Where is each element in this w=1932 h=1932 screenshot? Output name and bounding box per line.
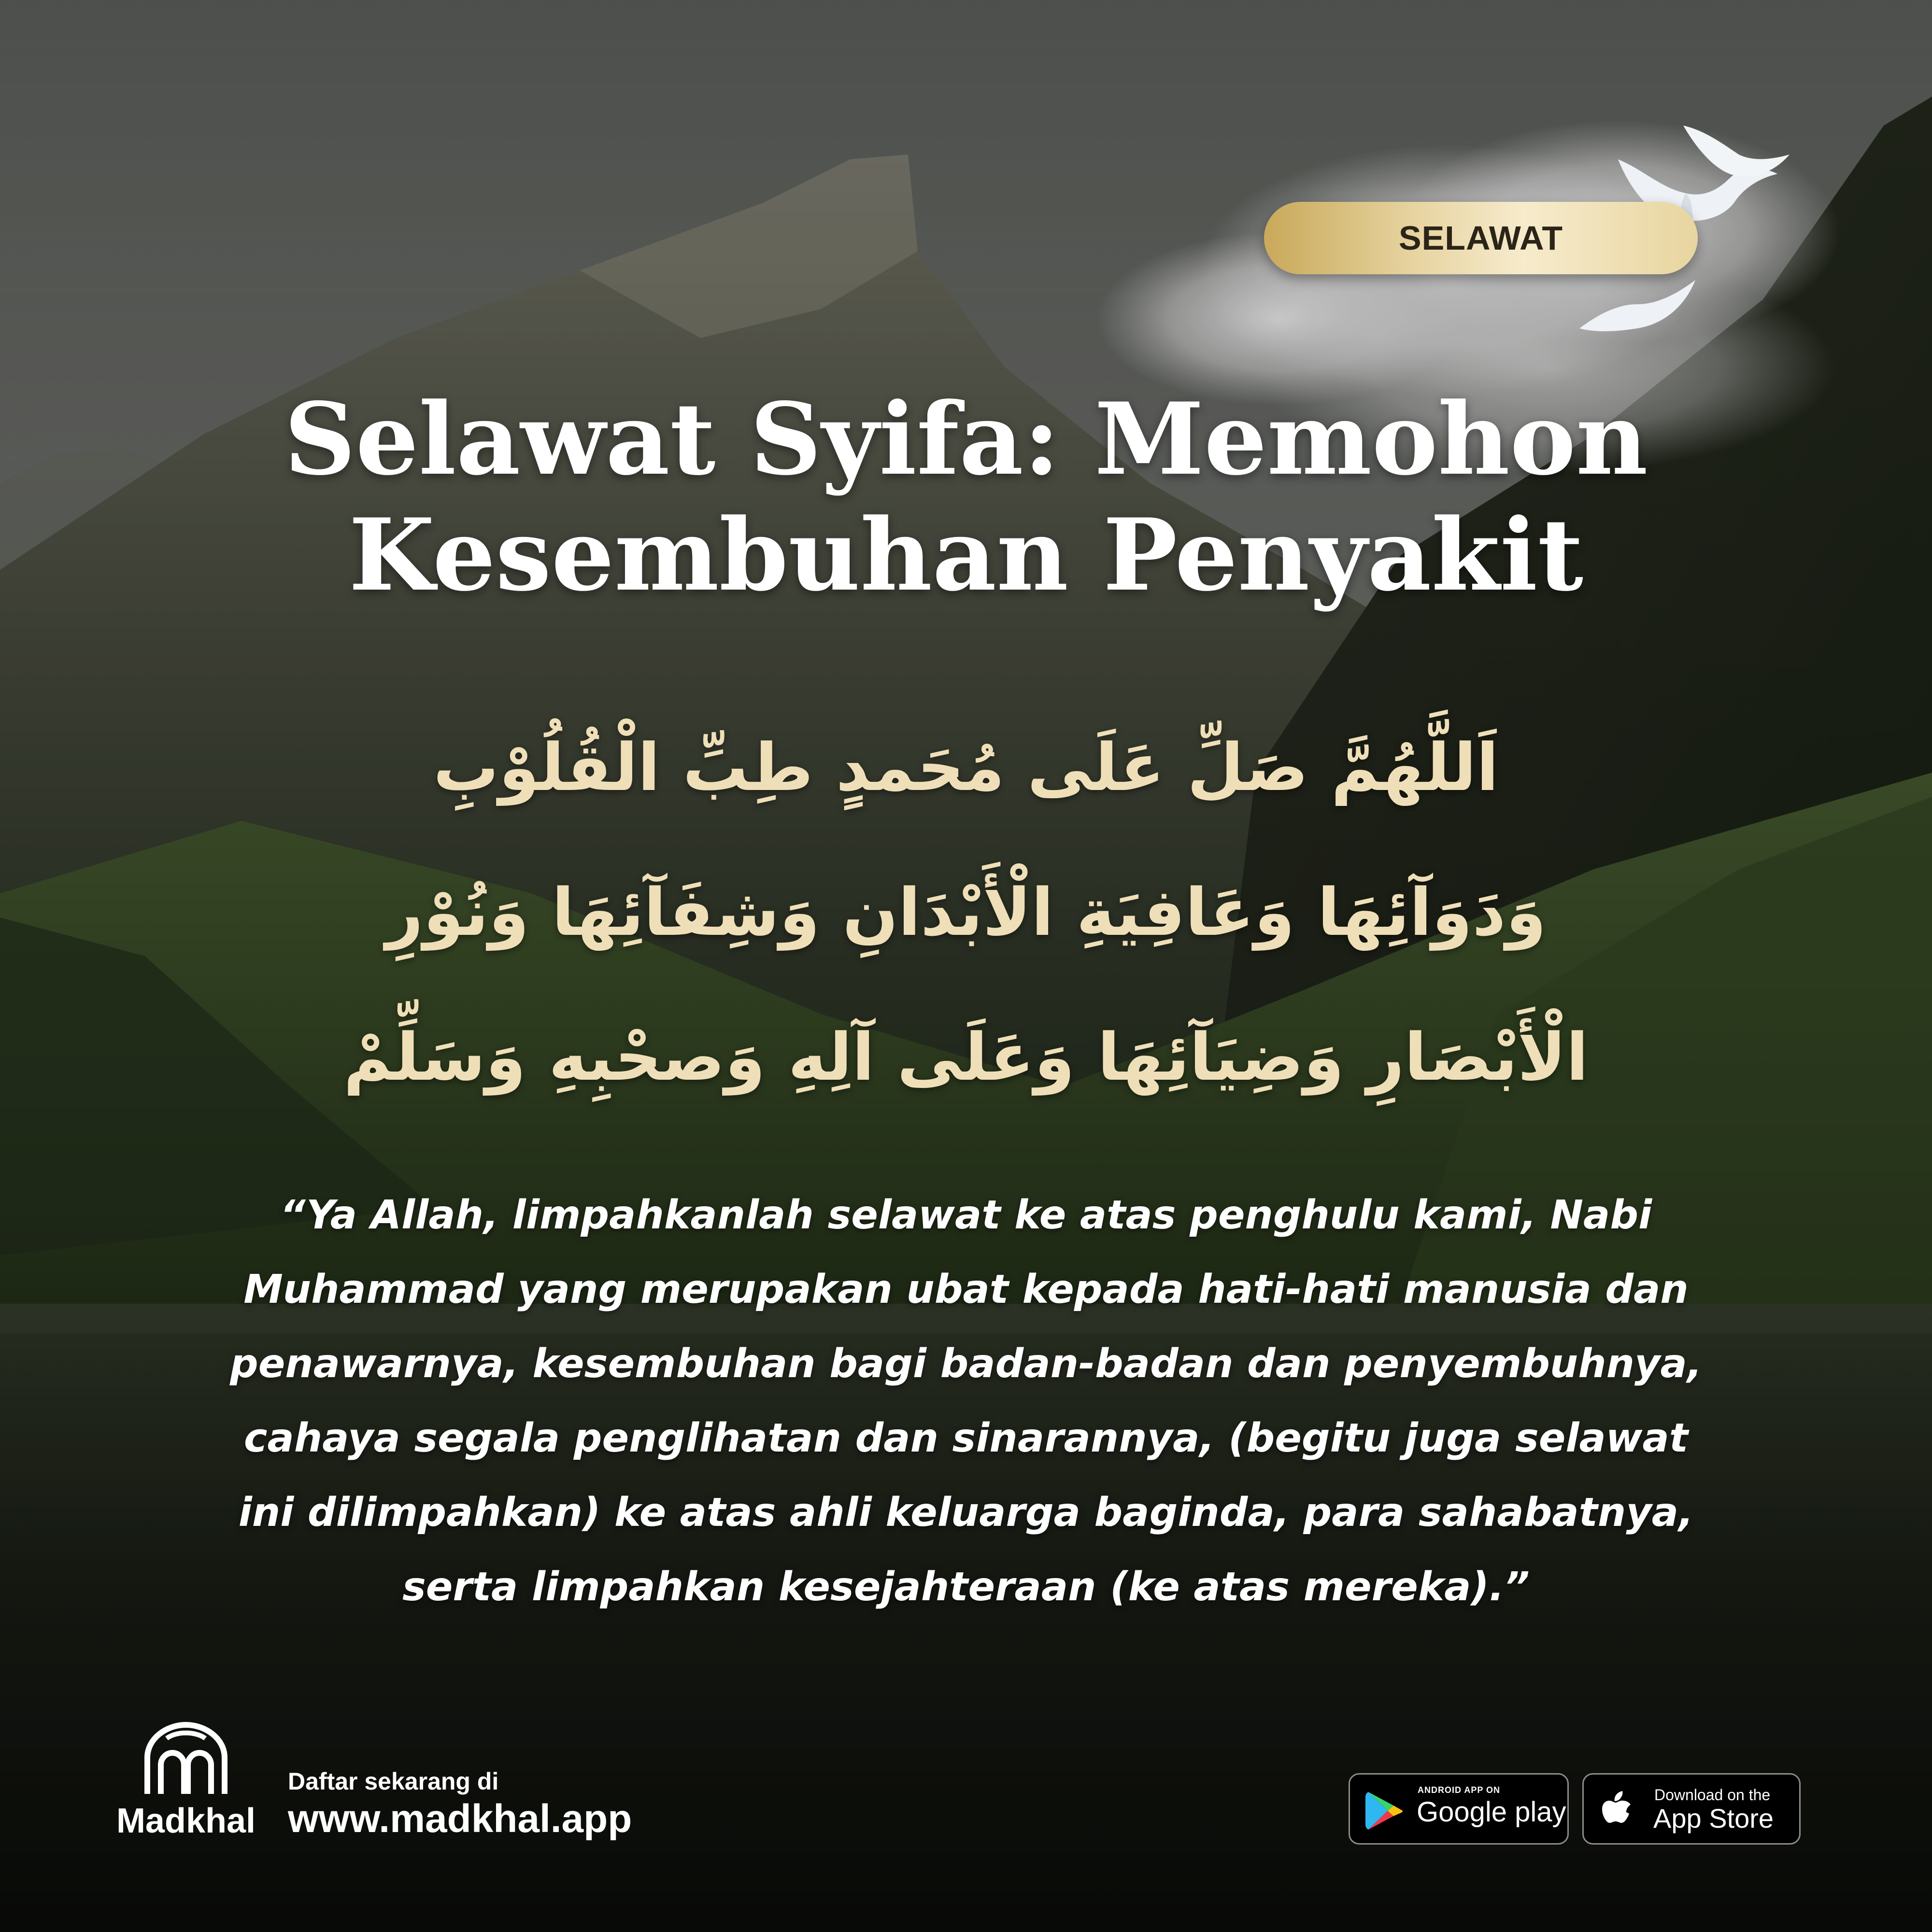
google-play-icon <box>1363 1789 1406 1833</box>
dove-icon <box>1575 275 1700 338</box>
translation-line: serta limpahkan kesejahteraan (ke atas mereka).” <box>402 1564 1530 1610</box>
dove-icon <box>1681 116 1792 198</box>
translation-line: ini dilimpahkan) ke atas ahli keluarga baginda, para sahabatnya, <box>238 1490 1694 1536</box>
translation-line: cahaya segala penglihatan dan sinarannya, (begitu juga selawat <box>243 1415 1689 1461</box>
translation-line: penawarnya, kesembuhan bagi badan-badan dan penyembuhnya, <box>230 1341 1702 1387</box>
arabic-prayer-text <box>251 695 1681 1130</box>
translation-line: “Ya Allah, limpahkanlah selawat ke atas penghulu kami, Nabi <box>280 1192 1652 1238</box>
arabic-line: وَدَوَآئِهَا وَعَافِيَةِ الْأَبْدَانِ وَشِفَآئِهَا وَنُوْرِ <box>385 874 1547 950</box>
category-badge-label: SELAWAT <box>1398 219 1563 257</box>
google-play-small-label: ANDROID APP ON <box>1418 1785 1501 1795</box>
mosque-logo-icon <box>138 1719 234 1796</box>
apple-icon <box>1596 1789 1640 1833</box>
app-store-button[interactable] <box>1582 1773 1801 1845</box>
page-title <box>145 381 1787 613</box>
logo-wordmark: Madkhal <box>116 1802 256 1840</box>
google-play-big-label: Google play <box>1417 1796 1566 1828</box>
title-line: Selawat Syifa: Memohon <box>284 381 1648 497</box>
translation-text <box>145 1178 1787 1624</box>
google-play-button[interactable] <box>1349 1773 1569 1845</box>
app-store-small-label: Download on the <box>1654 1786 1771 1804</box>
category-badge <box>1264 202 1698 274</box>
cta-label: Daftar sekarang di <box>288 1768 499 1795</box>
arabic-line: اَللَّهُمَّ صَلِّ عَلَى مُحَمدٍ طِبِّ الْقُلُوْبِ <box>433 730 1499 805</box>
website-link[interactable]: www.madkhal.app <box>288 1797 632 1841</box>
translation-line: Muhammad yang merupakan ubat kepada hati-hati manusia dan <box>243 1267 1689 1312</box>
arabic-line: الْأَبْصَارِ وَضِيَآئِهَا وَعَلَى آلِهِ وَصحْبِهِ وَسَلِّمْ <box>343 1019 1589 1095</box>
title-line: Kesembuhan Penyakit <box>348 497 1584 613</box>
madkhal-logo[interactable] <box>116 1719 256 1845</box>
app-store-big-label: App Store <box>1653 1803 1774 1833</box>
